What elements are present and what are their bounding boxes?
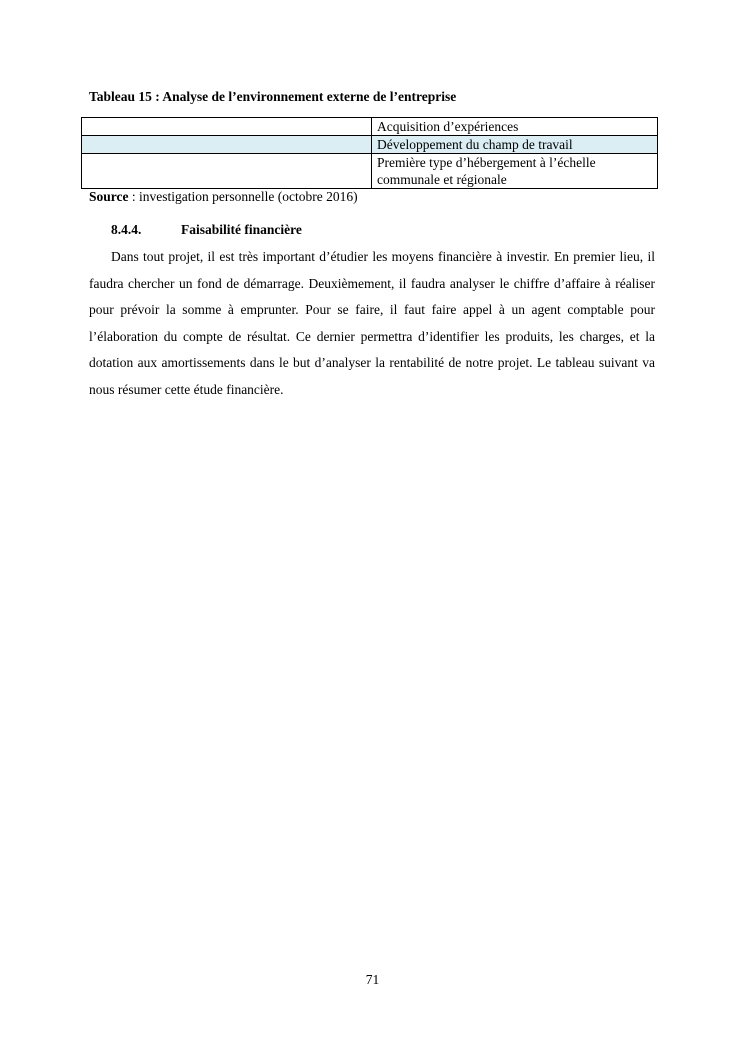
table-cell-right: Développement du champ de travail: [372, 136, 658, 154]
table-cell-left: [82, 118, 372, 136]
source-label: Source: [89, 189, 129, 204]
table-source: [89, 189, 358, 205]
table-caption: Tableau 15 : Analyse de l’environnement externe de l’entreprise: [89, 89, 457, 104]
section-title: Faisabilité financière: [181, 222, 302, 237]
body-paragraph: Dans tout projet, il est très important d’étudier les moyens financière à investir. En premier lieu, il faudra chercher un fond de démarrage. Deuxièmement, il faudra analyser le chiffre d’affaire à réaliser pour prévoir la somme à emprunter. Pour se faire, il faut faire appel à un agent comptable pour l’élaboration du compte de résultat. Ce dernier permettra d’identifier les produits, les charges, et la dotation aux amortissements dans le but d’analyser la rentabilité de notre projet. Le tableau suivant va nous résumer cette étude financière.: [89, 249, 655, 397]
table-cell-right: Acquisition d’expériences: [372, 118, 658, 136]
section-heading: [111, 222, 302, 238]
table-cell-right: Première type d’hébergement à l’échelle communale et régionale: [372, 154, 658, 189]
table-cell-left: [82, 136, 372, 154]
table-row: [82, 136, 658, 154]
source-text: : investigation personnelle (octobre 2016): [128, 189, 358, 204]
table-cell-left: [82, 154, 372, 189]
table-row: [82, 154, 658, 189]
environment-table: [81, 117, 658, 189]
page-number: 71: [365, 972, 380, 987]
table-row: [82, 118, 658, 136]
section-number: 8.4.4.: [111, 222, 142, 237]
